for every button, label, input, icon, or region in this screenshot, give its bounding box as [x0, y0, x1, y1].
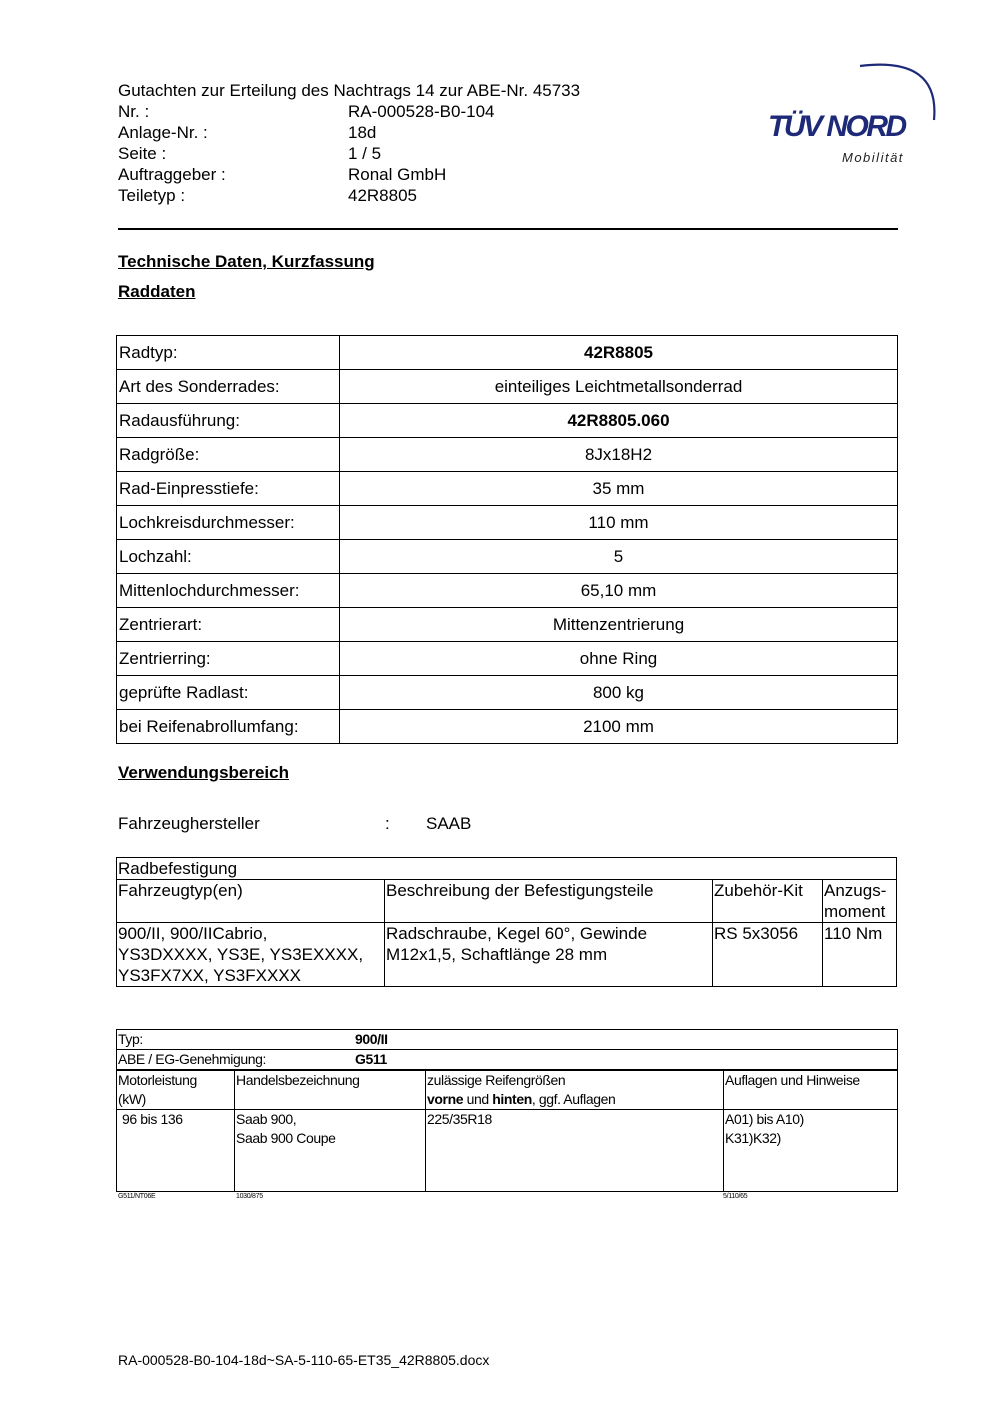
- wheel-data-label: Zentrierring:: [117, 642, 340, 676]
- wheel-data-row: [117, 370, 898, 404]
- notes-line: A01) bis A10): [725, 1111, 804, 1127]
- front-word: vorne: [427, 1091, 464, 1107]
- header-field-value: Ronal GmbH: [348, 165, 447, 184]
- fixing-header-description: Beschreibung der Befestigungsteile: [385, 880, 713, 923]
- header-field-label: Auftraggeber :: [118, 165, 226, 184]
- type-row: [117, 1030, 898, 1050]
- wheel-data-row: [117, 608, 898, 642]
- rear-word: hinten: [492, 1091, 532, 1107]
- cell-trade-name: [235, 1110, 426, 1192]
- wheel-data-row: [117, 438, 898, 472]
- document-header: [118, 80, 580, 206]
- header-field: [118, 185, 580, 206]
- header-field-value: 42R8805: [348, 186, 418, 205]
- vehicle-maker-separator: :: [385, 814, 390, 833]
- description-line: M12x1,5, Schaftlänge 28 mm: [386, 945, 608, 964]
- vehicle-types-line: YS3DXXXX, YS3E, YS3EXXXX,: [118, 945, 364, 964]
- wheel-data-row: [117, 540, 898, 574]
- trade-name-line: Saab 900 Coupe: [236, 1130, 336, 1146]
- header-field-label: Teiletyp :: [118, 186, 186, 205]
- type-label: Typ:: [118, 1031, 143, 1047]
- vehicle-types-line: YS3FX7XX, YS3FXXXX: [118, 966, 301, 985]
- notes-line: K31)K32): [725, 1130, 781, 1146]
- wheel-data-row: [117, 472, 898, 506]
- wheel-data-row: [117, 506, 898, 540]
- wheel-data-label: Lochzahl:: [117, 540, 340, 574]
- wheel-data-label: Zentrierart:: [117, 608, 340, 642]
- fixing-header-torque-line1: Anzugs-: [824, 881, 887, 900]
- header-field-value: 18d: [348, 123, 377, 142]
- wheel-data-value: 5: [340, 540, 898, 574]
- wheel-data-label: Radgröße:: [117, 438, 340, 472]
- vehicle-maker-line: [118, 814, 472, 834]
- header-field-label: Anlage-Nr. :: [118, 123, 208, 142]
- code-load: 1030/875: [236, 1193, 263, 1200]
- fixing-header-kit: Zubehör-Kit: [713, 880, 823, 923]
- logo-subtitle: Mobilität: [842, 150, 904, 165]
- wheel-data-label: Radausführung:: [117, 404, 340, 438]
- wheel-data-row: [117, 574, 898, 608]
- footer-filename: RA-000528-B0-104-18d~SA-5-110-65-ET35_42R8805.docx: [118, 1352, 490, 1368]
- vehicle-types-line: 900/II, 900/IICabrio,: [118, 924, 268, 943]
- wheel-data-label: Mittenlochdurchmesser:: [117, 574, 340, 608]
- code-bolt-pattern: 5/110/65: [723, 1193, 748, 1200]
- cell-tyre-sizes: 225/35R18: [426, 1110, 724, 1192]
- wheel-data-row: [117, 336, 898, 370]
- wheel-data-row: [117, 710, 898, 744]
- conditions-word: , ggf. Auflagen: [531, 1091, 616, 1107]
- wheel-data-value: 2100 mm: [340, 710, 898, 744]
- vehicle-type-table: [116, 1029, 898, 1192]
- header-tyre-sizes: [426, 1070, 724, 1110]
- wheel-data-label: Radtyp:: [117, 336, 340, 370]
- description-line: Radschraube, Kegel 60°, Gewinde: [386, 924, 648, 943]
- wheel-data-value: 110 mm: [340, 506, 898, 540]
- wheel-data-label: Art des Sonderrades:: [117, 370, 340, 404]
- wheel-data-row: [117, 404, 898, 438]
- wheel-data-value: 35 mm: [340, 472, 898, 506]
- cell-notes: [724, 1110, 898, 1192]
- wheel-data-table: [116, 335, 898, 744]
- wheel-data-value: 800 kg: [340, 676, 898, 710]
- trade-name-line: Saab 900,: [236, 1111, 297, 1127]
- wheel-data-value: ohne Ring: [340, 642, 898, 676]
- and-word: und: [463, 1091, 493, 1107]
- wheel-data-value: 65,10 mm: [340, 574, 898, 608]
- fixing-header-torque: [823, 880, 897, 923]
- section-heading-usage: Verwendungsbereich: [118, 763, 289, 782]
- header-divider: [118, 228, 898, 230]
- header-tyre-sizes-line1: zulässige Reifengrößen: [427, 1072, 566, 1088]
- header-tyre-sizes-line2: [427, 1090, 722, 1109]
- cell-power: 96 bis 136: [117, 1110, 235, 1192]
- header-trade-name: Handelsbezeichnung: [235, 1070, 426, 1110]
- wheel-fixing-table: [116, 857, 897, 987]
- fixing-header-torque-line2: moment: [824, 902, 886, 921]
- header-field: [118, 101, 580, 122]
- header-field-value: 1 / 5: [348, 144, 382, 163]
- approval-value: G511: [355, 1051, 387, 1067]
- wheel-data-row: [117, 642, 898, 676]
- header-field: [118, 164, 580, 185]
- header-field: [118, 122, 580, 143]
- vehicle-maker-value: SAAB: [426, 814, 472, 833]
- header-fields: [118, 101, 580, 206]
- wheel-data-label: Rad-Einpresstiefe:: [117, 472, 340, 506]
- wheel-data-row: [117, 676, 898, 710]
- approval-row: [117, 1050, 898, 1071]
- section-heading-wheel-data: Raddaten: [118, 282, 196, 301]
- fixing-torque: 110 Nm: [823, 923, 897, 987]
- wheel-data-label: geprüfte Radlast:: [117, 676, 340, 710]
- section-heading-technical: Technische Daten, Kurzfassung: [118, 252, 375, 271]
- document-title: Gutachten zur Erteilung des Nachtrags 14 zur ABE-Nr. 45733: [118, 81, 581, 100]
- header-field-label: Seite :: [118, 144, 167, 163]
- fixing-description: [385, 923, 713, 987]
- vehicle-maker-label: Fahrzeughersteller: [118, 814, 260, 833]
- approval-label: ABE / EG-Genehmigung:: [118, 1051, 267, 1067]
- fixing-kit: RS 5x3056: [713, 923, 823, 987]
- header-field-value: RA-000528-B0-104: [348, 102, 495, 121]
- svg-text:TÜV NORD: TÜV NORD: [768, 110, 905, 143]
- header-power: [117, 1070, 235, 1110]
- header-field-label: Nr. :: [118, 102, 150, 121]
- header-notes: Auflagen und Hinweise: [724, 1070, 898, 1110]
- fixing-header-vehicle-types: Fahrzeugtyp(en): [117, 880, 385, 923]
- header-power-line: (kW): [118, 1091, 146, 1107]
- fixing-vehicle-types: [117, 923, 385, 987]
- wheel-data-label: Lochkreisdurchmesser:: [117, 506, 340, 540]
- wheel-data-value: 8Jx18H2: [340, 438, 898, 472]
- wheel-data-value: 42R8805: [340, 336, 898, 370]
- wheel-data-value: einteiliges Leichtmetallsonderrad: [340, 370, 898, 404]
- tuv-nord-logo: [762, 58, 942, 170]
- header-power-line: Motorleistung: [118, 1072, 197, 1088]
- wheel-data-value: 42R8805.060: [340, 404, 898, 438]
- wheel-data-value: Mittenzentrierung: [340, 608, 898, 642]
- header-field: [118, 143, 580, 164]
- wheel-data-label: bei Reifenabrollumfang:: [117, 710, 340, 744]
- fixing-title: Radbefestigung: [117, 858, 897, 880]
- type-value: 900/II: [355, 1031, 388, 1047]
- code-approval: G511/NT06E: [118, 1193, 156, 1200]
